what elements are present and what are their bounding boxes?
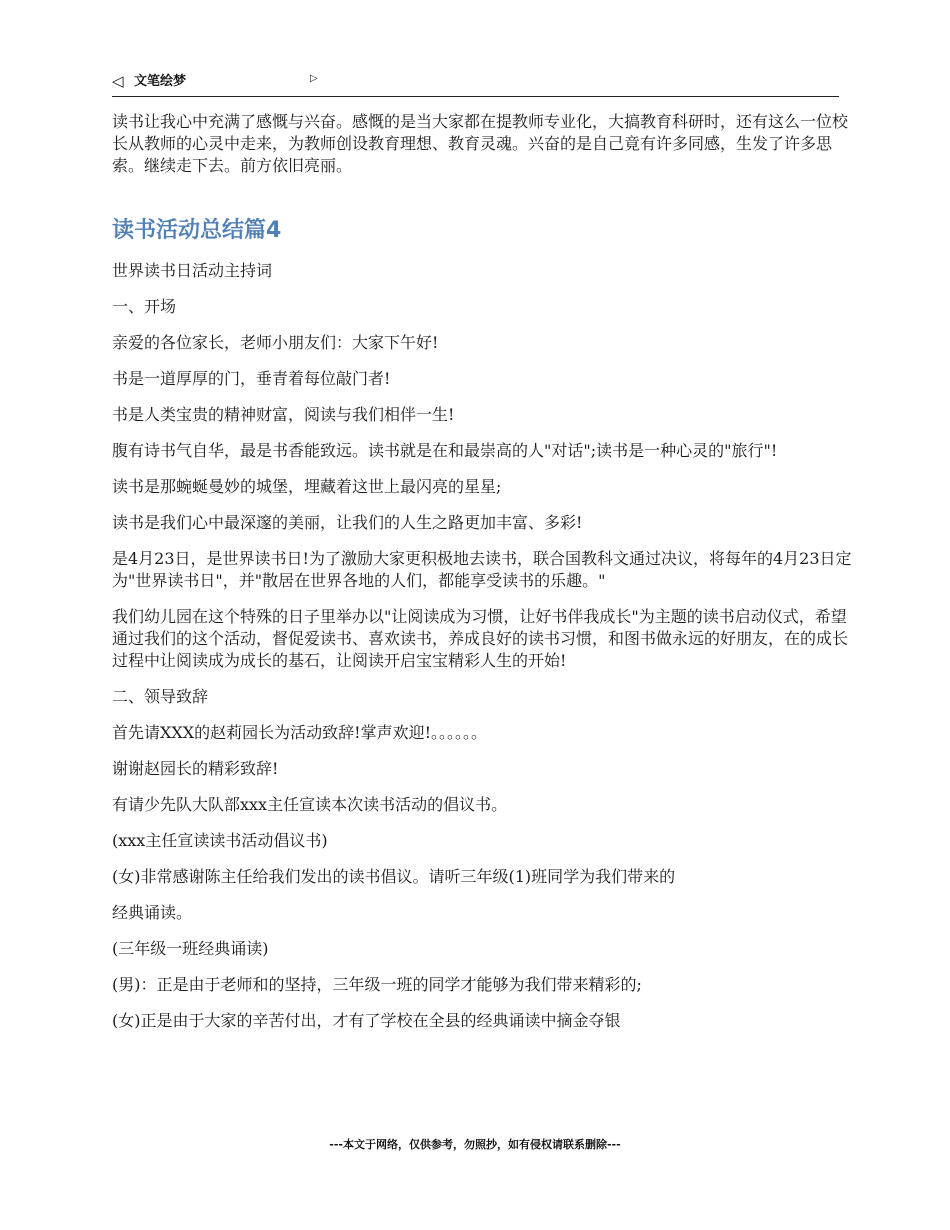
paragraph: 读书是那蜿蜒曼妙的城堡，埋藏着这世上最闪亮的星星; <box>112 477 502 496</box>
paragraph: 读书是我们心中最深邃的美丽，让我们的人生之路更加丰富、多彩! <box>112 513 583 532</box>
intro-paragraph: 读书让我心中充满了感慨与兴奋。感慨的是当大家都在提教师专业化，大搞教育科研时，还有这么一位校长从教师的心灵中走来，为教师创设教育理想、教育灵魂。兴奋的是自己竟有许多同感，生发了许多思索。继续走下去。前方依旧亮丽。 <box>112 112 849 175</box>
paragraph: 二、领导致辞 <box>112 687 209 706</box>
paragraph: 一、开场 <box>112 297 177 316</box>
paragraph: (女)非常感谢陈主任给我们发出的读书倡议。请听三年级(1)班同学为我们带来的 <box>112 867 676 886</box>
triangle-left-icon: ◁ <box>112 72 124 90</box>
paragraph: 首先请XXX的赵莉园长为活动致辞!掌声欢迎!。。。。。。 <box>112 723 488 742</box>
paragraph: 有请少先队大队部xxx主任宣读本次读书活动的倡议书。 <box>112 795 508 814</box>
paragraph: 腹有诗书气自华，最是书香能致远。读书就是在和最崇高的人"对话";读书是一种心灵的"旅行"! <box>112 441 778 460</box>
paragraph: 书是人类宝贵的精神财富，阅读与我们相伴一生! <box>112 405 455 424</box>
paragraph: 我们幼儿园在这个特殊的日子里举办以"让阅读成为习惯，让好书伴我成长"为主题的读书启动仪式，希望通过我们的这个活动，督促爱读书、喜欢读书，养成良好的读书习惯，和图书做永远的好朋友，在的成长过程中让阅读成为成长的基石，让阅读开启宝宝精彩人生的开始! <box>112 607 849 670</box>
document-body <box>112 111 852 1046</box>
page-footer: ---本文于网络，仅供参考，勿照抄，如有侵权请联系删除--- <box>329 1138 621 1151</box>
page-header <box>112 70 839 97</box>
triangle-right-icon: ▷ <box>310 73 318 84</box>
paragraph: (xxx主任宣读读书活动倡议书) <box>112 831 328 850</box>
paragraph: 世界读书日活动主持词 <box>112 261 273 280</box>
paragraph: (女)正是由于大家的辛苦付出，才有了学校在全县的经典诵读中摘金夺银 <box>112 1011 621 1030</box>
paragraph: 谢谢赵园长的精彩致辞! <box>112 759 279 778</box>
paragraph: 亲爱的各位家长，老师小朋友们：大家下午好! <box>112 333 439 352</box>
paragraph: 书是一道厚厚的门，垂青着每位敲门者! <box>112 369 391 388</box>
section-title: 读书活动总结篇4 <box>112 218 282 243</box>
paragraph: (男)：正是由于老师和的坚持，三年级一班的同学才能够为我们带来精彩的; <box>112 975 642 994</box>
paragraph: 经典诵读。 <box>112 903 193 922</box>
paragraph: 是4月23日，是世界读书日!为了激励大家更积极地去读书，联合国教科文通过决议，将每年的4月23日定为"世界读书日"，并"散居在世界各地的人们，都能享受读书的乐趣。" <box>112 549 852 590</box>
paragraph: (三年级一班经典诵读) <box>112 939 269 958</box>
header-brand: 文笔绘梦 <box>134 74 187 89</box>
